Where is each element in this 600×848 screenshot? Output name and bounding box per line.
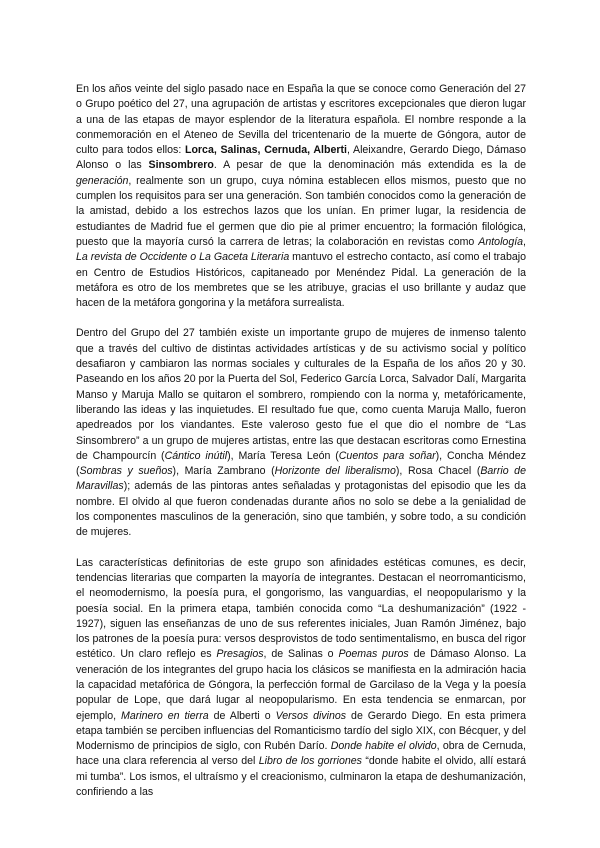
text-run: de Dámaso Alonso. La veneración de los integrantes del grupo hacia los clásicos se manifiesta en la admiración hacia la capacidad metafórica de Góngora, la perfección formal de Garcilaso de la Vega y la poesía popular de Lope, que dará lugar al neopopularismo. En esta tendencia se enmarcan, por ejemplo, (76, 648, 526, 722)
text-run: ); además de las pintoras antes señaladas y protagonistas del episodio que les da nombre. El olvido al que fueron condenadas durante años no solo se debe a la genialidad de los componentes masculinos de la generación, sino que también, y sobre todo, a su condición de mujeres. (76, 480, 526, 539)
paragraph-sinsombrero (76, 326, 526, 540)
text-run: Dentro del Grupo del 27 también existe un importante grupo de mujeres de inmenso talento que a través del cultivo de distintas actividades artísticas y de su activismo social y político desafiaron y cambiaron las normas sociales y culturales de la España de los años 20 y 30. Paseando en los años 20 por la Puerta del Sol, Federico García Lorca, Salvador Dalí, Margarita Manso y Maruja Mallo se quitaron el sombrero, rompiendo con la norma y, metafóricamente, liberando las ideas y las inquietudes. El resultado fue que, como cuenta Maruja Mallo, fueron apedreados por los viandantes. Este valeroso gesto fue el que dio el nombre de “Las Sinsombrero” a un grupo de mujeres artistas, entre las que destacan escritoras como Ernestina de Champourcín ( (76, 327, 526, 462)
text-run: , Aleixandre, Gerardo Diego, Dámaso Alonso o las (76, 144, 526, 172)
text-run: , obra de Cernuda, hace una clara referencia al verso del (76, 740, 527, 768)
document-body (76, 82, 526, 800)
italic-run: Libro de los gorriones (258, 755, 362, 768)
italic-run: Barrio de Maravillas (76, 465, 526, 493)
italic-run: Presagios (216, 648, 264, 661)
italic-run: Cántico inútil (164, 449, 228, 462)
bold-run: Lorca, Salinas, Cernuda, Alberti (184, 144, 347, 157)
text-run: ), María Teresa León ( (227, 449, 339, 462)
italic-run: Horizonte del liberalismo (274, 465, 396, 478)
text-run: mantuvo el estrecho contacto, así como el trabajo en Centro de Estudios Históricos, capitaneado por Menéndez Pidal. La generación de la metáfora es otro de los membretes que se les atribuye, gracias el uso brillante y audaz que hacen de la metáfora gongorina y la metáfora surrealista. (76, 251, 526, 310)
text-run: ), Concha Méndez ( (76, 449, 526, 478)
italic-run: Antología (478, 235, 524, 248)
italic-run: Marinero en tierra (121, 709, 209, 722)
text-run: Las características definitorias de este grupo son afinidades estéticas comunes, es decir, tendencias literarias que comparten la mayoría de integrantes. Destacan el neorromanticismo, el neomodernismo, la poesía pura, el gongorismo, las vanguardias, el neopopularismo y la poesía social. En la primera etapa, también conocida como “La deshumanización” (1922 - 1927), siguen las enseñanzas de uno de sus referentes iniciales, Juan Ramón Jiménez, bajo los patrones de la poesía pura: versos desprovistos de todo sentimentalismo, en busca del rigor estético. Un claro reflejo es (76, 556, 526, 661)
text-run: ), Rosa Chacel ( (395, 465, 481, 478)
italic-run: Sombras y sueños (79, 465, 173, 478)
text-run: . A pesar de que la denominación más extendida es la de (213, 159, 527, 172)
text-run: , realmente son un grupo, cuya nómina establecen ellos mismos, puesto que no cumplen los requisitos para ser una generación. Son también conocidos como la generación de la amistad, debido a los estrechos lazos que los unían. En primer lugar, la residencia de estudiantes de Madrid fue el germen que dio pie al primer encuentro; la formación filológica, puesto que la mayoría cursó la carrera de letras; la colaboración en revistas como (76, 174, 526, 248)
italic-run: Poemas puros (338, 648, 409, 661)
text-run: “donde habite el olvido, allí estará mi tumba”. Los ismos, el ultraísmo y el creacionismo, culminaron la etapa de deshumanización, confiriendo a las (76, 755, 526, 799)
italic-run: Versos divinos (275, 709, 347, 722)
text-run: de Gerardo Diego. En esta primera etapa también se perciben influencias del Romanticismo tardío del siglo XIX, con Bécquer, y del Modernismo de principios de siglo, con Rubén Darío. (76, 709, 526, 753)
italic-run: La revista de Occidente o La Gaceta Literaria (76, 251, 290, 264)
text-run: , de Salinas o (263, 648, 339, 661)
italic-run: generación (76, 174, 129, 187)
italic-run: Cuentos para soñar (338, 449, 436, 462)
bold-run: Sinsombrero (148, 159, 214, 172)
text-run: ), María Zambrano ( (172, 465, 275, 478)
paragraph-caracteristicas (76, 556, 526, 801)
text-run: de Alberti o (208, 709, 276, 722)
paragraph-generacion-27 (76, 82, 526, 311)
italic-run: Donde habite el olvido (330, 740, 437, 753)
text-run: En los años veinte del siglo pasado nace en España la que se conoce como Generación del 27 o Grupo poético del 27, una agrupación de artistas y escritores excepcionales que dieron lugar a una de las etapas de mayor esplendor de la literatura española. El nombre responde a la conmemoración en el Ateneo de Sevilla del tricentenario de la muerte de Góngora, autor de culto para todos ellos: (76, 83, 526, 157)
text-run: , (523, 235, 526, 248)
